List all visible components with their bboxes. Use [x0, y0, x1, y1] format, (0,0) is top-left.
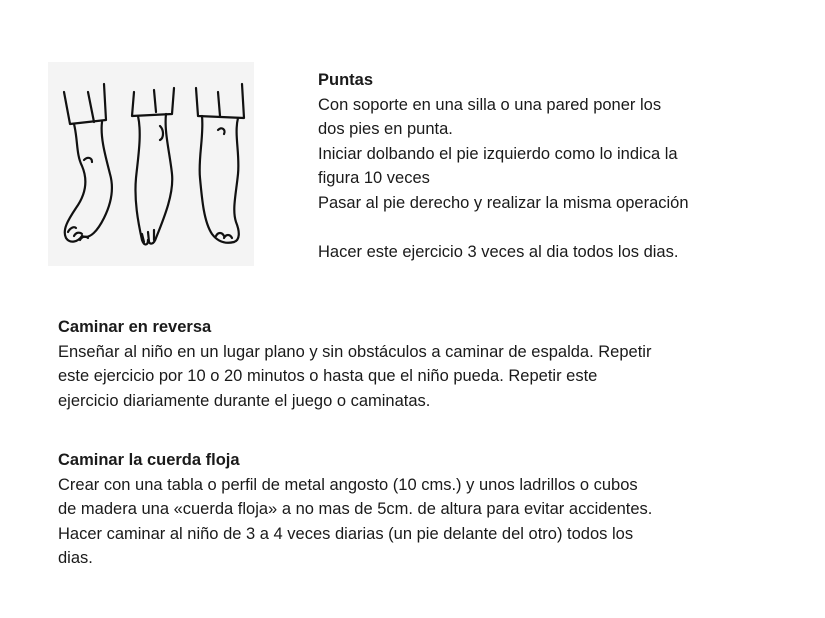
puntas-line: Con soporte en una silla o una pared poner los [318, 95, 662, 114]
cuerda-line: de madera una «cuerda floja» a no mas de 5cm. de altura para evitar accidentes. [58, 500, 653, 518]
feet-on-tiptoe-icon [48, 62, 254, 266]
feet-illustration [48, 62, 254, 266]
puntas-line: dos pies en punta. [318, 120, 453, 138]
spacer [318, 215, 778, 240]
cuerda-title: Caminar la cuerda floja [58, 451, 240, 469]
reversa-line: este ejercicio por 10 o 20 minutos o hasta que el niño pueda. Repetir este [58, 367, 598, 385]
puntas-section [318, 68, 778, 264]
reversa-title: Caminar en reversa [58, 318, 212, 336]
cuerda-line: dias. [58, 549, 93, 567]
caminar-cuerda-floja-section [58, 448, 778, 571]
puntas-line: Iniciar dolbando el pie izquierdo como lo indica la [318, 144, 678, 163]
caminar-en-reversa-section [58, 315, 778, 413]
puntas-final-line: Hacer este ejercicio 3 veces al dia todos los dias. [318, 242, 679, 261]
cuerda-line: Crear con una tabla o perfil de metal angosto (10 cms.) y unos ladrillos o cubos [58, 475, 638, 494]
reversa-line: Enseñar al niño en un lugar plano y sin obstáculos a caminar de espalda. Repetir [58, 342, 652, 361]
puntas-title: Puntas [318, 71, 374, 89]
puntas-line: figura 10 veces [318, 169, 430, 187]
reversa-line: ejercicio diariamente durante el juego o caminatas. [58, 391, 431, 410]
puntas-line: Pasar al pie derecho y realizar la misma operación [318, 193, 689, 212]
cuerda-line: Hacer caminar al niño de 3 a 4 veces diarias (un pie delante del otro) todos los [58, 524, 634, 543]
